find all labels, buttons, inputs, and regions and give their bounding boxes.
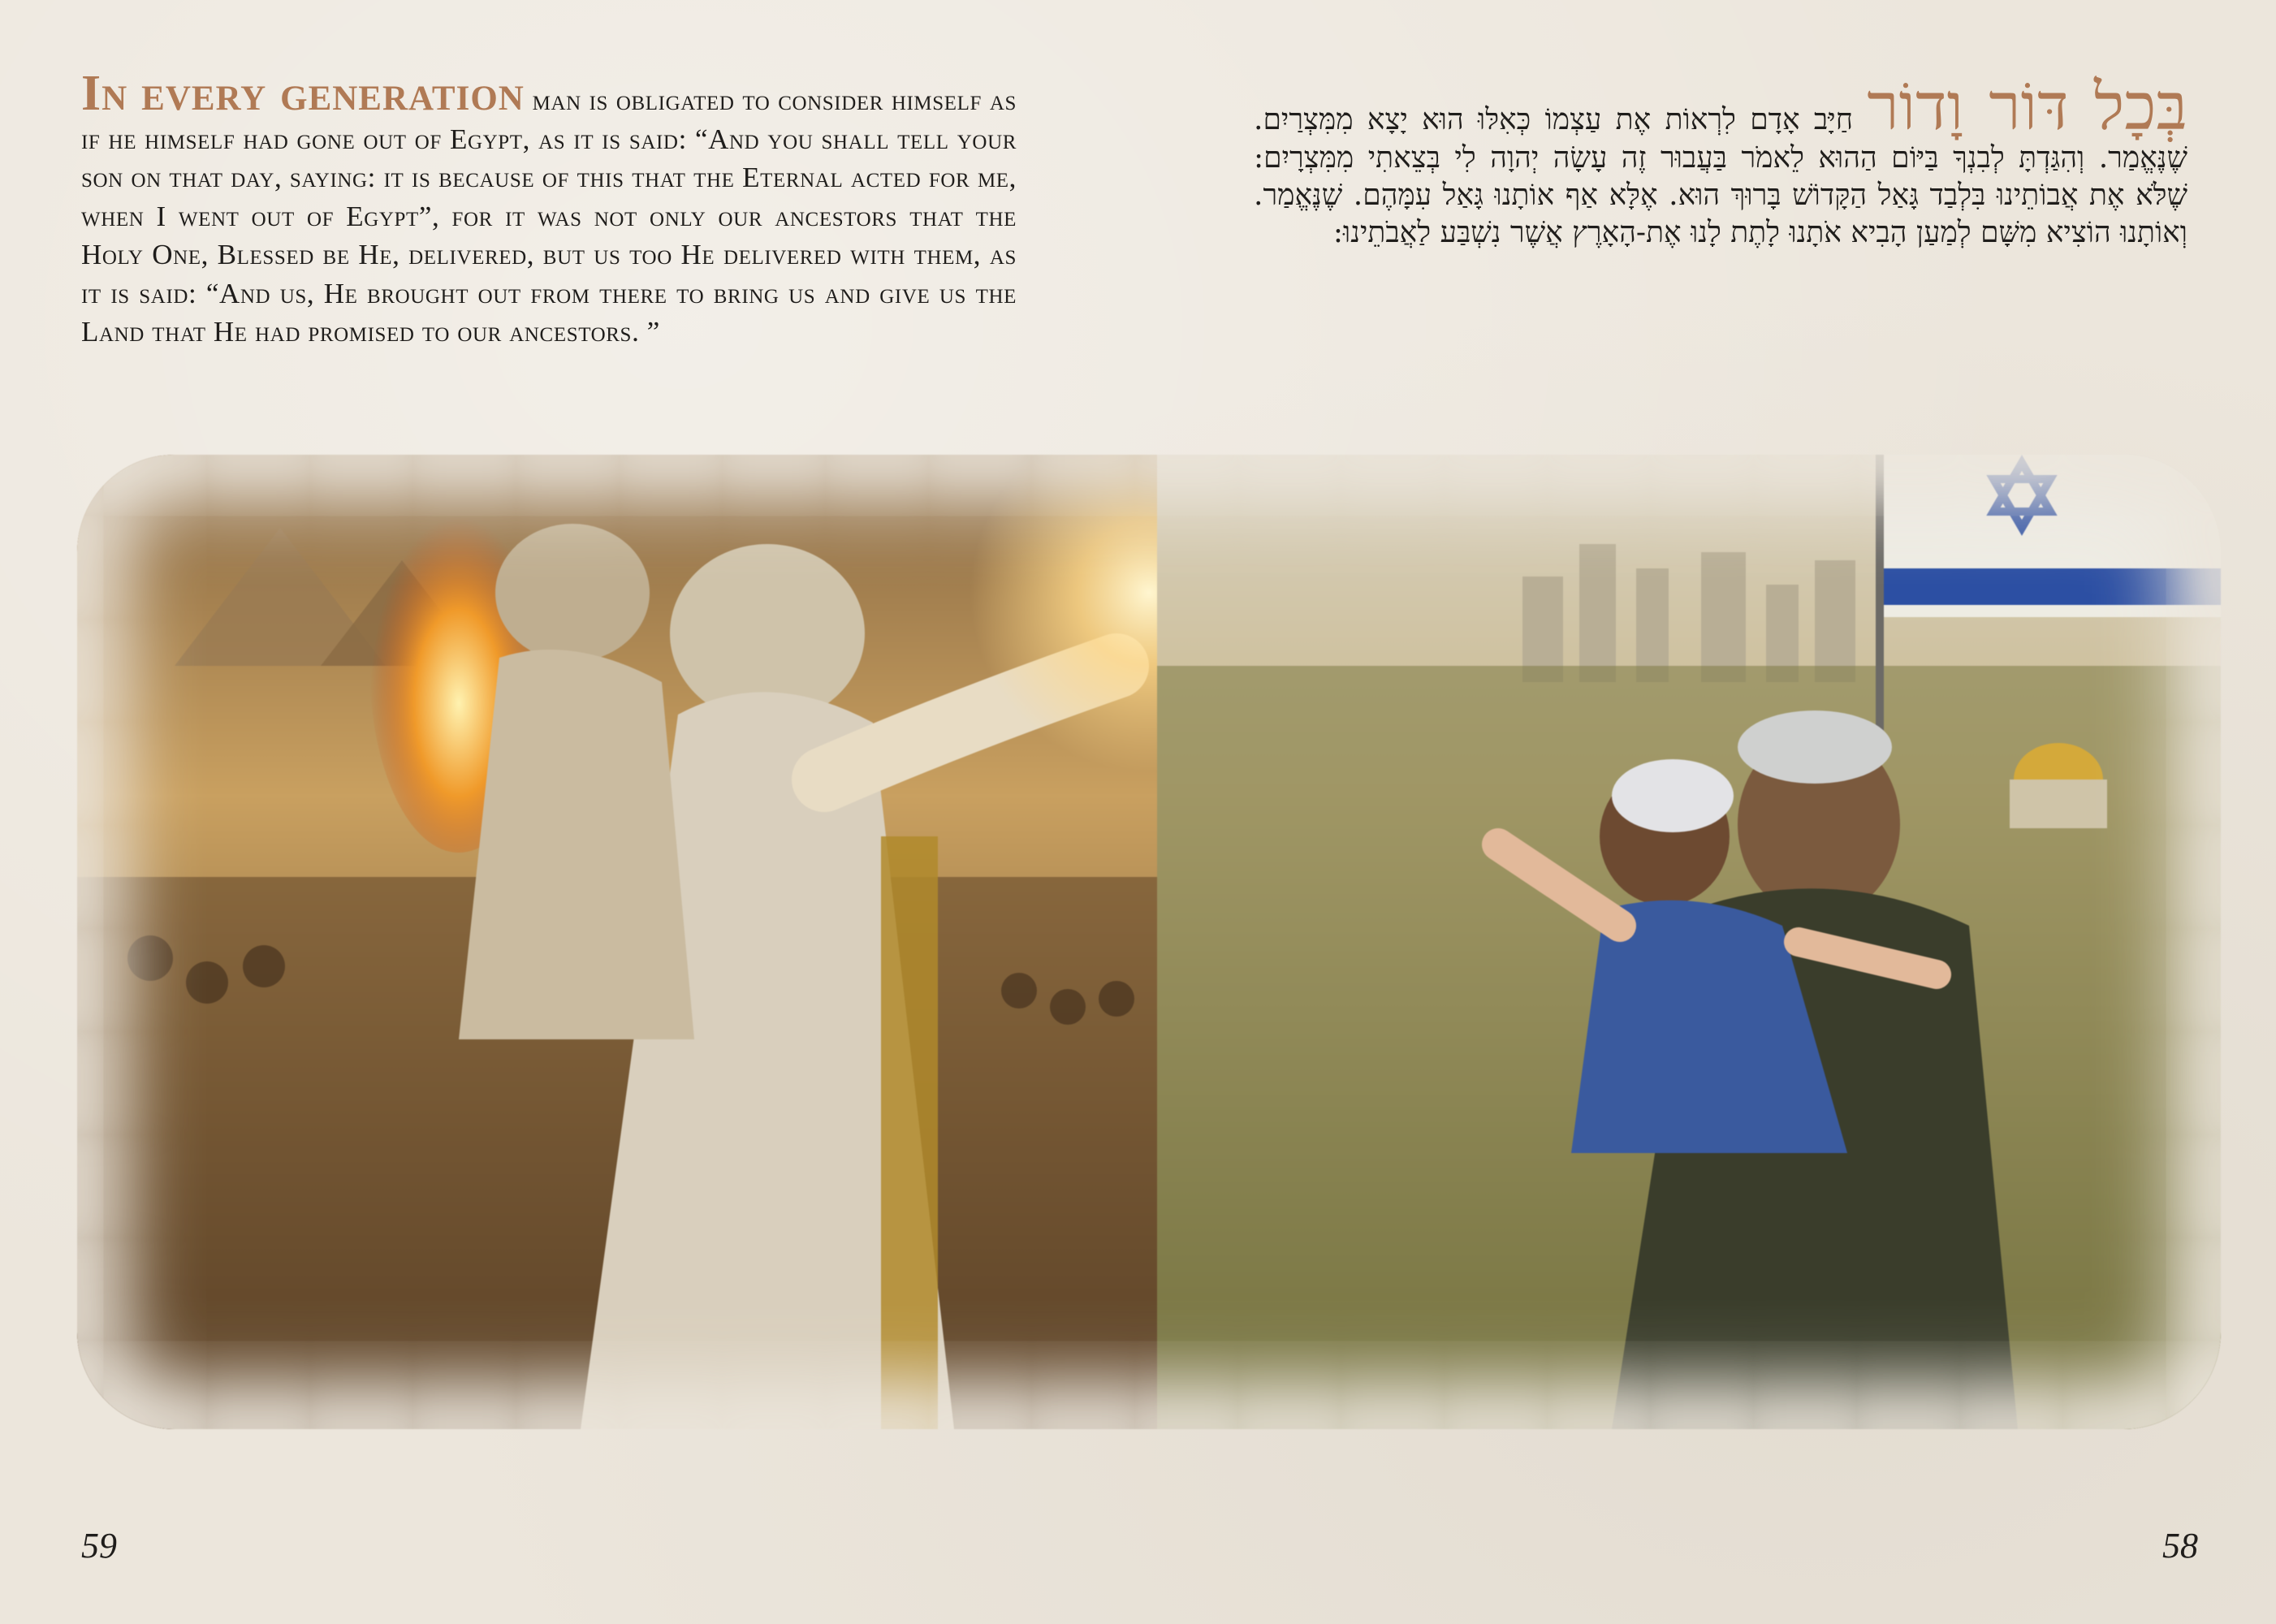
hebrew-body: חַיָּב אָדָם לִרְאוֹת אֶת עַצְמוֹ כְּאִלּוּ הוּא יָצָא מִמִּצְרַיִם. שֶׁנֶּאֱמַר. וְהִגַּדְתָּ לְבִנְךָ בַּיּוֹם הַהוּא לֵאמֹר בַּעֲבוּר זֶה עָשָׂה יְהוָה לִי בְּצֵאתִי מִמִּצְרָיִם: שֶׁלֹּא אֶת אֲבוֹתֵינוּ בִּלְבַד גָּאַל הַקָּדוֹשׁ בָּרוּךְ הוּא. אֶלָּא אַף אוֹתָנוּ גָּאַל עִמָּהֶם. שֶׁנֶּאֱמַר. וְאוֹתָנוּ הוֹצִיא מִשָּׁם לְמַעַן הָבִיא אֹתָנוּ לָתֶת לָנוּ אֶת-הָאָרֶץ אֲשֶׁר נִשְׁבַּע לַאֲבֹתֵינוּ: (1254, 103, 2187, 249)
english-body: man is obligated to consider himself as if he himself had gone out of Egypt, as it is said: “And you shall tell your son on that day, saying: it is because of this that the Eternal acted for me, when I went out of Egypt”, for it was not only our ancestors that the Holy One, Blessed be He, delivered, but us too He delivered with them, as it is said: “And us, He brought out from there to bring us and give us the Land that He had promised to our ancestors. ” (81, 84, 1017, 348)
english-heading: In every generation (81, 66, 525, 121)
page-number-left: 59 (81, 1526, 117, 1566)
father-pointing-egypt-icon (77, 455, 1157, 1429)
israel-flag-icon (1876, 455, 2221, 747)
hebrew-heading: בְּכָל דּוֹר וָדוֹר (1867, 69, 2188, 145)
english-passage (81, 66, 1017, 352)
father-son-jerusalem-icon (1157, 455, 2221, 1429)
page-number-right: 58 (2162, 1526, 2198, 1566)
seder-illustration (77, 455, 2221, 1429)
sunrise-icon (970, 455, 1328, 771)
hebrew-passage (1254, 69, 2188, 252)
